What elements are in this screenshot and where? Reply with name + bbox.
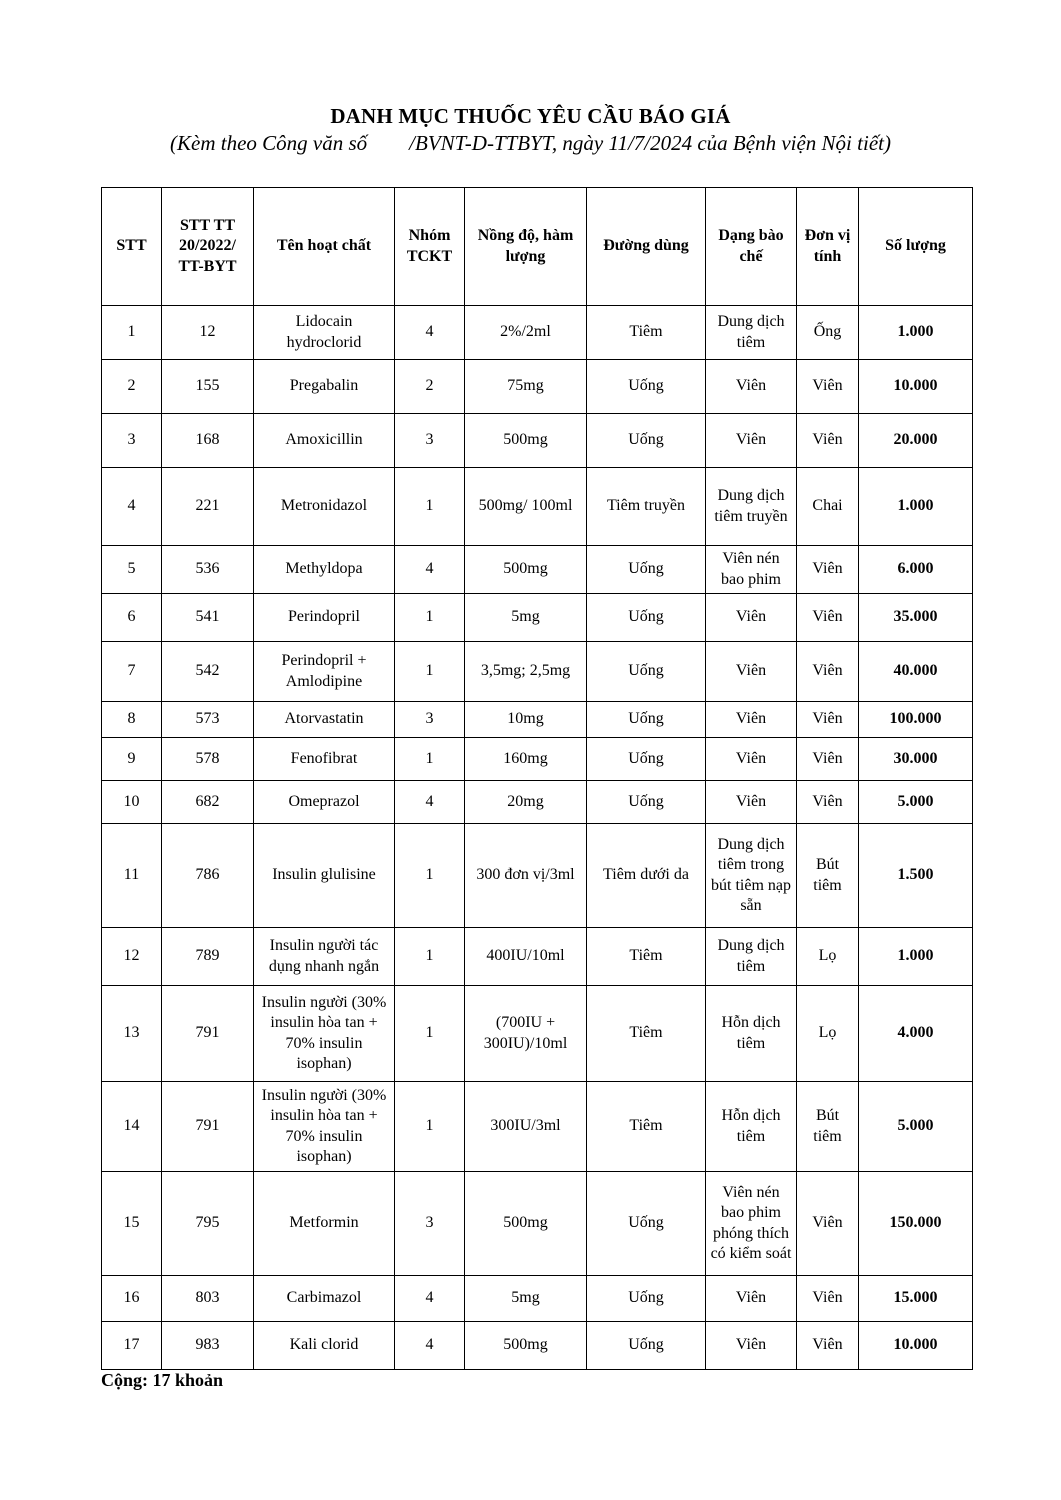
cell-dang-bao-che: Dung dịch tiêm truyền <box>706 468 797 546</box>
cell-nong-do: 5mg <box>465 1276 587 1322</box>
table-row <box>102 306 973 360</box>
cell-nong-do: (700IU + 300IU)/10ml <box>465 986 587 1082</box>
cell-stt: 15 <box>102 1172 162 1276</box>
cell-duong-dung: Uống <box>587 1276 706 1322</box>
cell-nhom-tckt: 3 <box>395 414 465 468</box>
cell-so-luong: 5.000 <box>859 1082 973 1172</box>
table-row <box>102 1276 973 1322</box>
cell-dang-bao-che: Viên <box>706 702 797 738</box>
cell-don-vi-tinh: Lọ <box>797 986 859 1082</box>
table-row <box>102 986 973 1082</box>
cell-ten-hoat-chat: Lidocain hydroclorid <box>254 306 395 360</box>
cell-nong-do: 3,5mg; 2,5mg <box>465 642 587 702</box>
table-header-row <box>102 188 973 306</box>
header-don-vi-tinh: Đơn vị tính <box>797 188 859 306</box>
cell-stt: 2 <box>102 360 162 414</box>
header-duong-dung: Đường dùng <box>587 188 706 306</box>
cell-ten-hoat-chat: Insulin người (30% insulin hòa tan + 70% insulin isophan) <box>254 986 395 1082</box>
cell-nong-do: 500mg <box>465 1322 587 1370</box>
cell-stt: 7 <box>102 642 162 702</box>
cell-stt: 17 <box>102 1322 162 1370</box>
cell-stt: 8 <box>102 702 162 738</box>
cell-nong-do: 160mg <box>465 738 587 781</box>
cell-don-vi-tinh: Bút tiêm <box>797 1082 859 1172</box>
cell-don-vi-tinh: Chai <box>797 468 859 546</box>
header-so-luong: Số lượng <box>859 188 973 306</box>
cell-so-luong: 100.000 <box>859 702 973 738</box>
header-stt: STT <box>102 188 162 306</box>
cell-nong-do: 75mg <box>465 360 587 414</box>
drug-list-table <box>101 187 973 1370</box>
cell-stt-tt: 541 <box>162 594 254 642</box>
cell-stt: 9 <box>102 738 162 781</box>
cell-stt-tt: 803 <box>162 1276 254 1322</box>
cell-dang-bao-che: Dung dịch tiêm <box>706 928 797 986</box>
document-title: DANH MỤC THUỐC YÊU CẦU BÁO GIÁ <box>330 104 731 128</box>
document-subtitle: (Kèm theo Công văn số /BVNT-D-TTBYT, ngày 11/7/2024 của Bệnh viện Nội tiết) <box>170 131 891 155</box>
cell-don-vi-tinh: Viên <box>797 1276 859 1322</box>
cell-dang-bao-che: Viên nén bao phim phóng thích có kiểm soát <box>706 1172 797 1276</box>
cell-so-luong: 4.000 <box>859 986 973 1082</box>
cell-nong-do: 300 đơn vị/3ml <box>465 824 587 928</box>
cell-stt: 14 <box>102 1082 162 1172</box>
table-row <box>102 824 973 928</box>
cell-stt: 13 <box>102 986 162 1082</box>
cell-stt: 1 <box>102 306 162 360</box>
cell-dang-bao-che: Viên nén bao phim <box>706 546 797 594</box>
cell-don-vi-tinh: Viên <box>797 702 859 738</box>
cell-duong-dung: Tiêm <box>587 986 706 1082</box>
table-row <box>102 738 973 781</box>
cell-duong-dung: Uống <box>587 414 706 468</box>
cell-stt-tt: 786 <box>162 824 254 928</box>
cell-nong-do: 2%/2ml <box>465 306 587 360</box>
header-ten-hoat-chat: Tên hoạt chất <box>254 188 395 306</box>
cell-nhom-tckt: 3 <box>395 702 465 738</box>
cell-duong-dung: Uống <box>587 738 706 781</box>
cell-so-luong: 35.000 <box>859 594 973 642</box>
cell-stt: 11 <box>102 824 162 928</box>
cell-so-luong: 150.000 <box>859 1172 973 1276</box>
table-row <box>102 781 973 824</box>
cell-don-vi-tinh: Bút tiêm <box>797 824 859 928</box>
cell-stt-tt: 983 <box>162 1322 254 1370</box>
header-nhom-tckt: Nhóm TCKT <box>395 188 465 306</box>
cell-duong-dung: Uống <box>587 594 706 642</box>
cell-duong-dung: Uống <box>587 360 706 414</box>
cell-stt-tt: 12 <box>162 306 254 360</box>
cell-nhom-tckt: 4 <box>395 1322 465 1370</box>
cell-don-vi-tinh: Viên <box>797 1172 859 1276</box>
cell-don-vi-tinh: Viên <box>797 1322 859 1370</box>
cell-stt-tt: 168 <box>162 414 254 468</box>
cell-so-luong: 1.000 <box>859 468 973 546</box>
cell-don-vi-tinh: Viên <box>797 546 859 594</box>
cell-ten-hoat-chat: Fenofibrat <box>254 738 395 781</box>
cell-nong-do: 500mg <box>465 1172 587 1276</box>
cell-nhom-tckt: 1 <box>395 468 465 546</box>
cell-nhom-tckt: 4 <box>395 1276 465 1322</box>
cell-stt-tt: 682 <box>162 781 254 824</box>
cell-don-vi-tinh: Ống <box>797 306 859 360</box>
cell-nong-do: 500mg/ 100ml <box>465 468 587 546</box>
cell-stt-tt: 791 <box>162 986 254 1082</box>
total-count: Cộng: 17 khoản <box>101 1370 224 1390</box>
table-row <box>102 468 973 546</box>
cell-nhom-tckt: 1 <box>395 824 465 928</box>
cell-stt: 10 <box>102 781 162 824</box>
cell-so-luong: 5.000 <box>859 781 973 824</box>
cell-nhom-tckt: 1 <box>395 1082 465 1172</box>
table-row <box>102 594 973 642</box>
table-row <box>102 1322 973 1370</box>
cell-nong-do: 10mg <box>465 702 587 738</box>
cell-ten-hoat-chat: Perindopril + Amlodipine <box>254 642 395 702</box>
cell-dang-bao-che: Viên <box>706 1322 797 1370</box>
cell-stt: 5 <box>102 546 162 594</box>
cell-nhom-tckt: 4 <box>395 781 465 824</box>
cell-don-vi-tinh: Lọ <box>797 928 859 986</box>
cell-dang-bao-che: Dung dịch tiêm <box>706 306 797 360</box>
cell-stt-tt: 789 <box>162 928 254 986</box>
cell-ten-hoat-chat: Insulin glulisine <box>254 824 395 928</box>
cell-nhom-tckt: 1 <box>395 642 465 702</box>
cell-ten-hoat-chat: Omeprazol <box>254 781 395 824</box>
cell-stt-tt: 536 <box>162 546 254 594</box>
header-stt-tt: STT TT 20/2022/ TT-BYT <box>162 188 254 306</box>
cell-ten-hoat-chat: Amoxicillin <box>254 414 395 468</box>
cell-stt: 16 <box>102 1276 162 1322</box>
cell-so-luong: 1.500 <box>859 824 973 928</box>
cell-nhom-tckt: 3 <box>395 1172 465 1276</box>
cell-stt: 4 <box>102 468 162 546</box>
cell-don-vi-tinh: Viên <box>797 594 859 642</box>
cell-ten-hoat-chat: Kali clorid <box>254 1322 395 1370</box>
cell-duong-dung: Uống <box>587 781 706 824</box>
cell-dang-bao-che: Viên <box>706 642 797 702</box>
cell-ten-hoat-chat: Metronidazol <box>254 468 395 546</box>
cell-ten-hoat-chat: Perindopril <box>254 594 395 642</box>
cell-duong-dung: Uống <box>587 1322 706 1370</box>
cell-ten-hoat-chat: Pregabalin <box>254 360 395 414</box>
cell-nhom-tckt: 4 <box>395 546 465 594</box>
cell-duong-dung: Tiêm <box>587 1082 706 1172</box>
table-row <box>102 1172 973 1276</box>
cell-nong-do: 500mg <box>465 546 587 594</box>
cell-so-luong: 30.000 <box>859 738 973 781</box>
cell-stt-tt: 578 <box>162 738 254 781</box>
table-row <box>102 546 973 594</box>
cell-dang-bao-che: Dung dịch tiêm trong bút tiêm nạp sẵn <box>706 824 797 928</box>
cell-ten-hoat-chat: Methyldopa <box>254 546 395 594</box>
header-nong-do: Nồng độ, hàm lượng <box>465 188 587 306</box>
cell-duong-dung: Uống <box>587 1172 706 1276</box>
cell-so-luong: 10.000 <box>859 360 973 414</box>
cell-so-luong: 6.000 <box>859 546 973 594</box>
cell-duong-dung: Tiêm truyền <box>587 468 706 546</box>
cell-stt-tt: 795 <box>162 1172 254 1276</box>
cell-ten-hoat-chat: Atorvastatin <box>254 702 395 738</box>
table-row <box>102 642 973 702</box>
cell-stt-tt: 573 <box>162 702 254 738</box>
cell-dang-bao-che: Viên <box>706 781 797 824</box>
cell-nong-do: 400IU/10ml <box>465 928 587 986</box>
cell-nhom-tckt: 4 <box>395 306 465 360</box>
cell-nong-do: 300IU/3ml <box>465 1082 587 1172</box>
cell-nong-do: 500mg <box>465 414 587 468</box>
cell-don-vi-tinh: Viên <box>797 781 859 824</box>
cell-stt: 12 <box>102 928 162 986</box>
cell-stt: 6 <box>102 594 162 642</box>
cell-so-luong: 20.000 <box>859 414 973 468</box>
cell-stt-tt: 221 <box>162 468 254 546</box>
cell-dang-bao-che: Viên <box>706 738 797 781</box>
table-row <box>102 360 973 414</box>
cell-duong-dung: Uống <box>587 642 706 702</box>
cell-don-vi-tinh: Viên <box>797 414 859 468</box>
cell-nhom-tckt: 1 <box>395 738 465 781</box>
cell-dang-bao-che: Hỗn dịch tiêm <box>706 1082 797 1172</box>
cell-don-vi-tinh: Viên <box>797 738 859 781</box>
cell-don-vi-tinh: Viên <box>797 360 859 414</box>
table-row <box>102 1082 973 1172</box>
cell-nhom-tckt: 1 <box>395 986 465 1082</box>
table-row <box>102 702 973 738</box>
cell-dang-bao-che: Hỗn dịch tiêm <box>706 986 797 1082</box>
cell-ten-hoat-chat: Insulin người tác dụng nhanh ngắn <box>254 928 395 986</box>
cell-dang-bao-che: Viên <box>706 594 797 642</box>
cell-stt-tt: 155 <box>162 360 254 414</box>
cell-dang-bao-che: Viên <box>706 360 797 414</box>
cell-nhom-tckt: 1 <box>395 594 465 642</box>
cell-so-luong: 40.000 <box>859 642 973 702</box>
cell-so-luong: 15.000 <box>859 1276 973 1322</box>
cell-so-luong: 1.000 <box>859 928 973 986</box>
cell-nong-do: 20mg <box>465 781 587 824</box>
cell-so-luong: 1.000 <box>859 306 973 360</box>
cell-stt-tt: 542 <box>162 642 254 702</box>
cell-ten-hoat-chat: Carbimazol <box>254 1276 395 1322</box>
cell-nhom-tckt: 1 <box>395 928 465 986</box>
cell-ten-hoat-chat: Metformin <box>254 1172 395 1276</box>
cell-nong-do: 5mg <box>465 594 587 642</box>
cell-so-luong: 10.000 <box>859 1322 973 1370</box>
cell-duong-dung: Uống <box>587 546 706 594</box>
cell-don-vi-tinh: Viên <box>797 642 859 702</box>
cell-dang-bao-che: Viên <box>706 414 797 468</box>
cell-nhom-tckt: 2 <box>395 360 465 414</box>
cell-dang-bao-che: Viên <box>706 1276 797 1322</box>
table-row <box>102 414 973 468</box>
cell-duong-dung: Uống <box>587 702 706 738</box>
cell-duong-dung: Tiêm dưới da <box>587 824 706 928</box>
cell-stt-tt: 791 <box>162 1082 254 1172</box>
table-row <box>102 928 973 986</box>
cell-duong-dung: Tiêm <box>587 928 706 986</box>
header-dang-bao-che: Dạng bào chế <box>706 188 797 306</box>
cell-duong-dung: Tiêm <box>587 306 706 360</box>
cell-stt: 3 <box>102 414 162 468</box>
cell-ten-hoat-chat: Insulin người (30% insulin hòa tan + 70% insulin isophan) <box>254 1082 395 1172</box>
